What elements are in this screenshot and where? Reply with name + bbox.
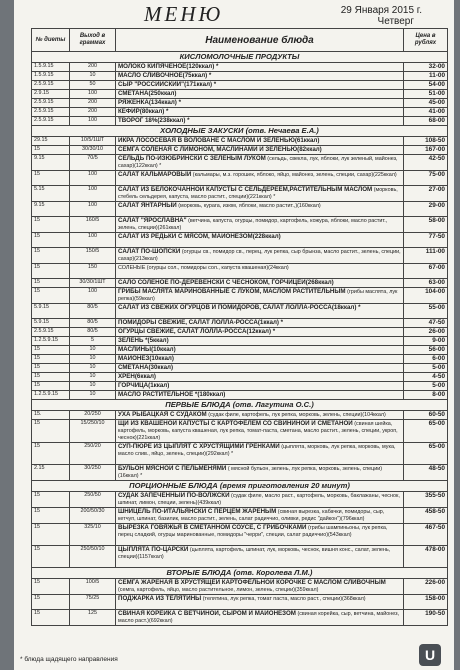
dish-cell — [116, 171, 404, 186]
dish-name: ОГУРЦЫ СВЕЖИЕ, САЛАТ ЛОЛЛА-РОССА(12ккал) * — [118, 328, 276, 335]
yield-cell: 10 — [70, 346, 116, 355]
diet-cell: 15 — [32, 288, 70, 304]
diet-cell: 15 — [32, 420, 70, 443]
dish-cell — [116, 508, 404, 524]
dish-name: СМЕТАНА(250ккал) — [118, 90, 177, 97]
yield-cell: 250/50/10 — [70, 546, 116, 568]
yield-cell: 30/250 — [70, 465, 116, 481]
yield-cell: 100 — [70, 233, 116, 248]
menu-title: МЕНЮ — [144, 2, 224, 26]
table-row — [32, 99, 448, 108]
diet-cell: 15 — [32, 546, 70, 568]
diet-cell: 2.5.9.15 — [32, 328, 70, 337]
dish-name: СУДАК ЗАПЕЧЕННЫЙ ПО-ВОЛЖСКИ — [118, 492, 230, 499]
dish-cell — [116, 72, 404, 81]
yield-cell: 10 — [70, 364, 116, 373]
menu-table-body — [32, 52, 448, 626]
dish-name: СЕМГА ЖАРЕНАЯ В ХРУСТЯЩЕЙ КАРТОФЕЛЬНОЙ КОРОЧКЕ С МАСЛОМ СЛИВОЧНЫМ — [118, 579, 386, 586]
dish-cell — [116, 443, 404, 465]
col-header-diet: № диеты — [32, 29, 70, 52]
yield-cell: 80/5 — [70, 328, 116, 337]
diet-cell: 15 — [32, 248, 70, 264]
price-cell: 65-00 — [404, 420, 448, 443]
diet-cell: 15. — [32, 411, 70, 420]
diet-cell: 9.15 — [32, 155, 70, 171]
table-row — [32, 355, 448, 364]
diet-cell: 5.9.15 — [32, 304, 70, 319]
dish-cell — [116, 391, 404, 400]
diet-cell: 29.15 — [32, 137, 70, 146]
price-cell: 467-50 — [404, 524, 448, 546]
dish-name: СУП-ПЮРЕ ИЗ ЦЫПЛЯТ С ХРУСТЯЩИМИ ГРЕНКАМИ — [118, 443, 280, 450]
dish-name: САЛАТ ИЗ РЕДЬКИ С МЯСОМ, МАЙОНЕЗОМ(228ккал) — [118, 233, 281, 240]
dish-cell — [116, 492, 404, 508]
dish-name: ВЫРЕЗКА ГОВЯЖЬЯ В СМЕТАННОМ СОУСЕ, С ГРИБОЧКАМИ — [118, 524, 307, 531]
dish-name: ПОДЖАРКА ИЗ ТЕЛЯТИНЫ — [118, 595, 202, 602]
dish-description: (судак филе, масло раст., картофель, морковь, баклажаны, чеснок, шпинат, лимон, специи, зелень)(439ккал) — [118, 493, 400, 506]
price-cell: 226-00 — [404, 579, 448, 595]
price-cell: 158-00 — [404, 595, 448, 610]
table-row — [32, 63, 448, 72]
table-row — [32, 373, 448, 382]
table-row — [32, 411, 448, 420]
dish-name: САЛАТ "ЯРОСЛАВНА" — [118, 217, 187, 224]
dish-name: ЗЕЛЕНЬ *(5ккал) — [118, 337, 169, 344]
section-row — [32, 568, 448, 579]
price-cell: 67-00 — [404, 264, 448, 279]
yield-cell: 10 — [70, 373, 116, 382]
yield-cell: 30/30/10 — [70, 146, 116, 155]
table-row — [32, 508, 448, 524]
diet-cell: 15 — [32, 492, 70, 508]
dish-description: (морковь, курага, изюм, яблоки, масло растит.,)(160ккал) — [178, 203, 321, 209]
table-row — [32, 319, 448, 328]
yield-cell: 10 — [70, 391, 116, 400]
section-row — [32, 126, 448, 137]
dish-cell — [116, 382, 404, 391]
yield-cell: 50 — [70, 81, 116, 90]
price-cell: 29-00 — [404, 202, 448, 217]
yield-cell: 20/250 — [70, 411, 116, 420]
price-cell: 104-00 — [404, 288, 448, 304]
dish-description: (кальмары, м.з. горошек, яблоко, яйцо, майонез, зелень, специи, сахар)(225ккал) — [192, 172, 397, 178]
dish-description: (грибы маслята, лук репка)(59ккал) — [118, 289, 398, 302]
diet-cell: 15 — [32, 610, 70, 626]
table-row — [32, 233, 448, 248]
dish-name: ГРИБЫ МАСЛЯТА МАРИНОВАННЫЕ С ЛУКОМ, МАСЛОМ РАСТИТЕЛЬНЫМ — [118, 288, 346, 295]
diet-cell: 15 — [32, 382, 70, 391]
diet-cell: 15 — [32, 355, 70, 364]
dish-description: (семга, картофель, яйцо, масло растительное, лимон, зелень, специи)(359ккал) — [118, 587, 319, 593]
dish-cell — [116, 364, 404, 373]
diet-cell: 15 — [32, 595, 70, 610]
dish-cell — [116, 373, 404, 382]
diet-cell: 15 — [32, 264, 70, 279]
dish-name: ЦЫПЛЯТА ПО-ЦАРСКИ — [118, 546, 189, 553]
table-row — [32, 328, 448, 337]
diet-cell: 15 — [32, 443, 70, 465]
yield-cell: 100 — [70, 171, 116, 186]
diet-cell: 15 — [32, 146, 70, 155]
section-row — [32, 52, 448, 63]
dish-cell — [116, 337, 404, 346]
col-header-name: Наименование блюда — [116, 29, 404, 52]
col-header-price: Цена в рублях — [404, 29, 448, 52]
dish-description: (цыплята, картофель, шпинат, лук, морковь, чеснок, вишня конс., салат, зелень, специи)(1157ккал) — [118, 547, 391, 560]
dish-cell — [116, 524, 404, 546]
dish-description: (грибы шампиньоны, лук репка, перец сладкий, огурцы маринованные, помидоры "черри", специи, салат радиччио)(543ккал) — [118, 525, 388, 538]
dish-cell — [116, 328, 404, 337]
table-row — [32, 579, 448, 595]
price-cell: 41-00 — [404, 108, 448, 117]
table-row — [32, 492, 448, 508]
table-row — [32, 420, 448, 443]
table-row — [32, 108, 448, 117]
price-cell: 60-50 — [404, 411, 448, 420]
dish-cell — [116, 546, 404, 568]
section-title: КИСЛОМОЛОЧНЫЕ ПРОДУКТЫ — [32, 52, 448, 63]
price-cell: 51-00 — [404, 90, 448, 99]
price-cell: 56-00 — [404, 346, 448, 355]
table-row — [32, 443, 448, 465]
table-row — [32, 337, 448, 346]
yield-cell: 250/20 — [70, 443, 116, 465]
section-title: ПЕРВЫЕ БЛЮДА (отв. Лагутина О.С.) — [32, 400, 448, 411]
dish-cell — [116, 319, 404, 328]
dish-description: (судак филе, картофель, лук репка, морковь, зелень, специи)(104ккал) — [208, 412, 386, 418]
diet-cell: 15 — [32, 171, 70, 186]
price-cell: 27-00 — [404, 186, 448, 202]
diet-cell: 15 — [32, 346, 70, 355]
table-row — [32, 248, 448, 264]
diet-cell: 2.5.9.15 — [32, 108, 70, 117]
yield-cell: 125 — [70, 610, 116, 626]
yield-cell: 100 — [70, 186, 116, 202]
price-cell: 63-00 — [404, 279, 448, 288]
menu-header — [14, 0, 454, 30]
yield-cell: 10 — [70, 355, 116, 364]
dish-name: СМЕТАНА(30ккал) — [118, 364, 174, 371]
dish-description: СОЛЕНЫЕ (огурцы сол., помидоры сол., капуста квашеная)(24ккал) — [118, 265, 289, 271]
yield-cell: 100 — [70, 202, 116, 217]
table-row — [32, 171, 448, 186]
table-row — [32, 382, 448, 391]
dish-cell — [116, 137, 404, 146]
price-cell: 42-50 — [404, 155, 448, 171]
dish-cell — [116, 465, 404, 481]
yield-cell: 70/5 — [70, 155, 116, 171]
yield-cell: 150 — [70, 264, 116, 279]
table-row — [32, 546, 448, 568]
yield-cell: 200 — [70, 99, 116, 108]
table-row — [32, 610, 448, 626]
price-cell: 77-50 — [404, 233, 448, 248]
yield-cell: 100 — [70, 117, 116, 126]
dish-name: МАСЛО РАСТИТЕЛЬНОЕ *(180ккал) — [118, 391, 226, 398]
price-cell: 355-50 — [404, 492, 448, 508]
dish-description: (огурцы св., помидор св., перец, лук репка, сыр брынза, масло растит., зелень, специи, сахар)(213ккал) — [118, 249, 401, 262]
table-row — [32, 346, 448, 355]
dish-name: МАЙОНЕЗ(10ккал) — [118, 355, 174, 362]
table-row — [32, 90, 448, 99]
dish-name: СЫР "РОССИЙСКИЙ"(171ккал) * — [118, 81, 217, 88]
dish-cell — [116, 117, 404, 126]
price-cell: 48-50 — [404, 465, 448, 481]
dish-name: САЛАТ ПО-ШОПСКИ — [118, 248, 181, 255]
dish-cell — [116, 155, 404, 171]
price-cell: 45-00 — [404, 99, 448, 108]
price-cell: 26-00 — [404, 328, 448, 337]
yield-cell: 10 — [70, 382, 116, 391]
dish-cell — [116, 81, 404, 90]
col-header-yield: Выход в граммах — [70, 29, 116, 52]
dish-cell — [116, 99, 404, 108]
diet-cell: 1.5.9.15 — [32, 63, 70, 72]
price-cell: 65-00 — [404, 443, 448, 465]
dish-cell — [116, 579, 404, 595]
dish-name: МАСЛО СЛИВОЧНОЕ(75ккал) * — [118, 72, 212, 79]
diet-cell: 9.15 — [32, 202, 70, 217]
yield-cell: 100 — [70, 90, 116, 99]
yield-cell: 80/5 — [70, 304, 116, 319]
yield-cell: 100 — [70, 288, 116, 304]
price-cell: 9-00 — [404, 337, 448, 346]
price-cell: 458-50 — [404, 508, 448, 524]
yield-cell: 30/30/1ШТ — [70, 279, 116, 288]
dish-name: ШНИЦЕЛЬ ПО-ИТАЛЬЯНСКИ С ПЕРЦЕМ ЖАРЕНЫМ — [118, 508, 277, 515]
yield-cell: 200 — [70, 108, 116, 117]
dish-name: САЛАТ ИЗ БЕЛОКОЧАННОЙ КАПУСТЫ С СЕЛЬДЕРЕЕМ,РАСТИТЕЛЬНЫМ МАСЛОМ — [118, 186, 373, 193]
price-cell: 111-00 — [404, 248, 448, 264]
table-row — [32, 186, 448, 202]
dish-cell — [116, 186, 404, 202]
price-cell: 8-00 — [404, 391, 448, 400]
dish-name: МАСЛИНЫ(10ккал) — [118, 346, 176, 353]
price-cell: 6-00 — [404, 355, 448, 364]
price-cell: 5-00 — [404, 364, 448, 373]
diet-cell: 5.15 — [32, 186, 70, 202]
diet-cell: 15 — [32, 364, 70, 373]
dish-cell — [116, 288, 404, 304]
price-cell: 4-50 — [404, 373, 448, 382]
diet-cell: 15 — [32, 579, 70, 595]
price-cell: 68-00 — [404, 117, 448, 126]
table-row — [32, 117, 448, 126]
section-title: ВТОРЫЕ БЛЮДА (отв. Королева Л.М.) — [32, 568, 448, 579]
price-cell: 55-00 — [404, 304, 448, 319]
dish-cell — [116, 304, 404, 319]
diet-cell: 2.5.9.15 — [32, 117, 70, 126]
diet-cell: 15 — [32, 373, 70, 382]
dish-cell — [116, 346, 404, 355]
table-row — [32, 155, 448, 171]
table-row — [32, 465, 448, 481]
yield-cell: 75/25 — [70, 595, 116, 610]
section-row — [32, 400, 448, 411]
dish-cell — [116, 63, 404, 72]
section-row — [32, 481, 448, 492]
dish-description: (цыплята, морковь, лук репка, морковь, мука, масло слив., яйцо, зелень, специи)(292ккал) * — [118, 444, 396, 457]
dish-cell — [116, 233, 404, 248]
site-logo-icon: U — [419, 644, 441, 666]
dish-description: (телятина, лук репка, томат паста, масло раст., специи)(368ккал) — [202, 596, 366, 602]
diet-cell: 2.5.9.15 — [32, 99, 70, 108]
dish-cell — [116, 248, 404, 264]
table-row — [32, 279, 448, 288]
menu-sheet — [14, 0, 454, 670]
diet-cell: 15 — [32, 217, 70, 233]
dish-name: ПОМИДОРЫ СВЕЖИЕ, САЛАТ ЛОЛЛА-РОССА(1ккал) * — [118, 319, 284, 326]
yield-cell: 325/10 — [70, 524, 116, 546]
dish-name: СВИНАЯ КОРЕЙКА С ВЕТЧИНОЙ, СЫРОМ И МАЙОНЕЗОМ — [118, 610, 296, 617]
section-title: ПОРЦИОННЫЕ БЛЮДА (время приготовления 20 минут) — [32, 481, 448, 492]
dish-cell — [116, 202, 404, 217]
yield-cell: 15/250/10 — [70, 420, 116, 443]
yield-cell: 150/5 — [70, 248, 116, 264]
dish-cell — [116, 355, 404, 364]
price-cell: 54-00 — [404, 81, 448, 90]
price-cell: 5-00 — [404, 382, 448, 391]
price-cell: 47-50 — [404, 319, 448, 328]
yield-cell: 10 — [70, 72, 116, 81]
dish-name: САЛАТ ИЗ СВЕЖИХ ОГУРЦОВ И ПОМИДОРОВ, САЛАТ ЛОЛЛА-РОССА(18ккал) * — [118, 304, 361, 311]
table-header-row — [32, 29, 448, 52]
price-cell: 58-00 — [404, 217, 448, 233]
table-row — [32, 146, 448, 155]
diet-cell: 2.9.15 — [32, 90, 70, 99]
price-cell: 75-00 — [404, 171, 448, 186]
yield-cell: 160/5 — [70, 217, 116, 233]
dish-cell — [116, 420, 404, 443]
table-row — [32, 72, 448, 81]
diet-cell: 15 — [32, 279, 70, 288]
section-title: ХОЛОДНЫЕ ЗАКУСКИ (отв. Нечаева Е.А.) — [32, 126, 448, 137]
yield-cell: 250/50 — [70, 492, 116, 508]
dish-name: СЕМГА СОЛЕНАЯ С ЛИМОНОМ, МАСЛИНАМИ И ЗЕЛЕНЬЮ(82ккал) — [118, 146, 322, 153]
table-row — [32, 391, 448, 400]
diet-cell: 5.9.15 — [32, 319, 70, 328]
diet-cell: 1.5.9.15 — [32, 72, 70, 81]
price-cell: 167-00 — [404, 146, 448, 155]
dish-name: СЕЛЬДЬ ПО-ИЗЮБРИНСКИ С ЗЕЛЕНЫМ ЛУКОМ — [118, 155, 266, 162]
table-row — [32, 524, 448, 546]
table-row — [32, 304, 448, 319]
dish-description: (свиная шейка, картофель, морковь, капуста квашеная, лук репка, томат-паста, сметана, масло растит., зелень, специи, укроп, чеснок)(221ккал) — [118, 421, 398, 441]
dish-name: САЛАТ ЯНТАРНЫЙ — [118, 202, 177, 209]
dish-cell — [116, 411, 404, 420]
dish-name: ТВОРОГ 18%(238ккал) * — [118, 117, 190, 124]
dish-description: ( мясной бульон, зелень, лук репка, морковь, зелень, специи)(16ккал) * — [118, 466, 383, 479]
dish-description: (морковь, стебель сельдерея, капуста, масло растит., специи)(221ккал) * — [118, 187, 398, 200]
yield-cell: 10/5/1ШТ — [70, 137, 116, 146]
dish-name: ХРЕН(6ккал) — [118, 373, 156, 380]
diet-cell: 15 — [32, 508, 70, 524]
dish-cell — [116, 595, 404, 610]
table-row — [32, 264, 448, 279]
diet-cell: 1.2.5.9.15 — [32, 391, 70, 400]
dish-cell — [116, 217, 404, 233]
price-cell: 108-50 — [404, 137, 448, 146]
price-cell: 11-00 — [404, 72, 448, 81]
dish-cell — [116, 610, 404, 626]
footer-note: * блюда щадящего направления — [20, 656, 118, 663]
table-row — [32, 595, 448, 610]
table-row — [32, 137, 448, 146]
dish-name: КЕФИР(80ккал) * — [118, 108, 169, 115]
dish-cell — [116, 108, 404, 117]
dish-description: (свиная корейка, сыр, ветчина, майонез, масло раст.)(692ккал) — [118, 611, 400, 624]
menu-weekday: Четверг — [377, 16, 414, 27]
dish-name: ГОРЧИЦА(1ккал) — [118, 382, 170, 389]
diet-cell: 2.5.9.15 — [32, 81, 70, 90]
diet-cell: 2.15 — [32, 465, 70, 481]
price-cell: 478-00 — [404, 546, 448, 568]
menu-date: 29 Января 2015 г. — [340, 5, 422, 16]
yield-cell: 5 — [70, 337, 116, 346]
dish-name: РЯЖЕНКА(134ккал) * — [118, 99, 181, 106]
diet-cell: 15 — [32, 233, 70, 248]
yield-cell: 100/5 — [70, 579, 116, 595]
table-row — [32, 288, 448, 304]
dish-cell — [116, 146, 404, 155]
dish-name: ЩИ ИЗ КВАШЕНОЙ КАПУСТЫ С КАРТОФЕЛЕМ СО СВИНИНОЙ И СМЕТАНОЙ — [118, 420, 353, 427]
price-cell: 190-50 — [404, 610, 448, 626]
dish-name: УХА РЫБАЦКАЯ С СУДАКОМ — [118, 411, 207, 418]
dish-description: (ветчина, капуста, огурцы, помидор, картофель, кожура, яблоки, масло растит., зелень, специи)(261ккал) — [118, 218, 388, 231]
dish-description: (сельдь, свекла, лук, яблоки, лук зеленый, майонез, сахар)(122ккал) * — [118, 156, 398, 169]
table-row — [32, 364, 448, 373]
yield-cell: 200/50/30 — [70, 508, 116, 524]
table-row — [32, 217, 448, 233]
diet-cell: 15 — [32, 524, 70, 546]
dish-description: (свиная вырезка, кабачки, помидоры, сыр, кетчуп, шпинат, базилик, масло растит., зелень, салат радиччио, оливки, редис "дайкон")(796ккал) — [118, 509, 385, 522]
table-row — [32, 81, 448, 90]
dish-cell — [116, 90, 404, 99]
dish-name: ИКРА ЛОСОСЕВАЯ В ВОЛОВАНЕ С МАСЛОМ И ЗЕЛЕНЬЮ(61ккал) — [118, 137, 320, 144]
dish-name: САЛО СОЛЕНОЕ ПО-ДЕРЕВЕНСКИ С ЧЕСНОКОМ, ГОРЧИЦЕЙ(268ккал) — [118, 279, 334, 286]
dish-cell — [116, 279, 404, 288]
menu-table — [31, 28, 448, 626]
dish-name: САЛАТ КАЛЬМАРОВЫЙ — [118, 171, 192, 178]
diet-cell: 1.2.5.9.15 — [32, 337, 70, 346]
yield-cell: 200 — [70, 63, 116, 72]
yield-cell: 80/5 — [70, 319, 116, 328]
price-cell: 32-00 — [404, 63, 448, 72]
dish-name: БУЛЬОН МЯСНОЙ С ПЕЛЬМЕНЯМИ — [118, 465, 227, 472]
dish-name: МОЛОКО КИПЯЧЕНОЕ(120ккал) * — [118, 63, 219, 70]
dish-cell — [116, 264, 404, 279]
table-row — [32, 202, 448, 217]
